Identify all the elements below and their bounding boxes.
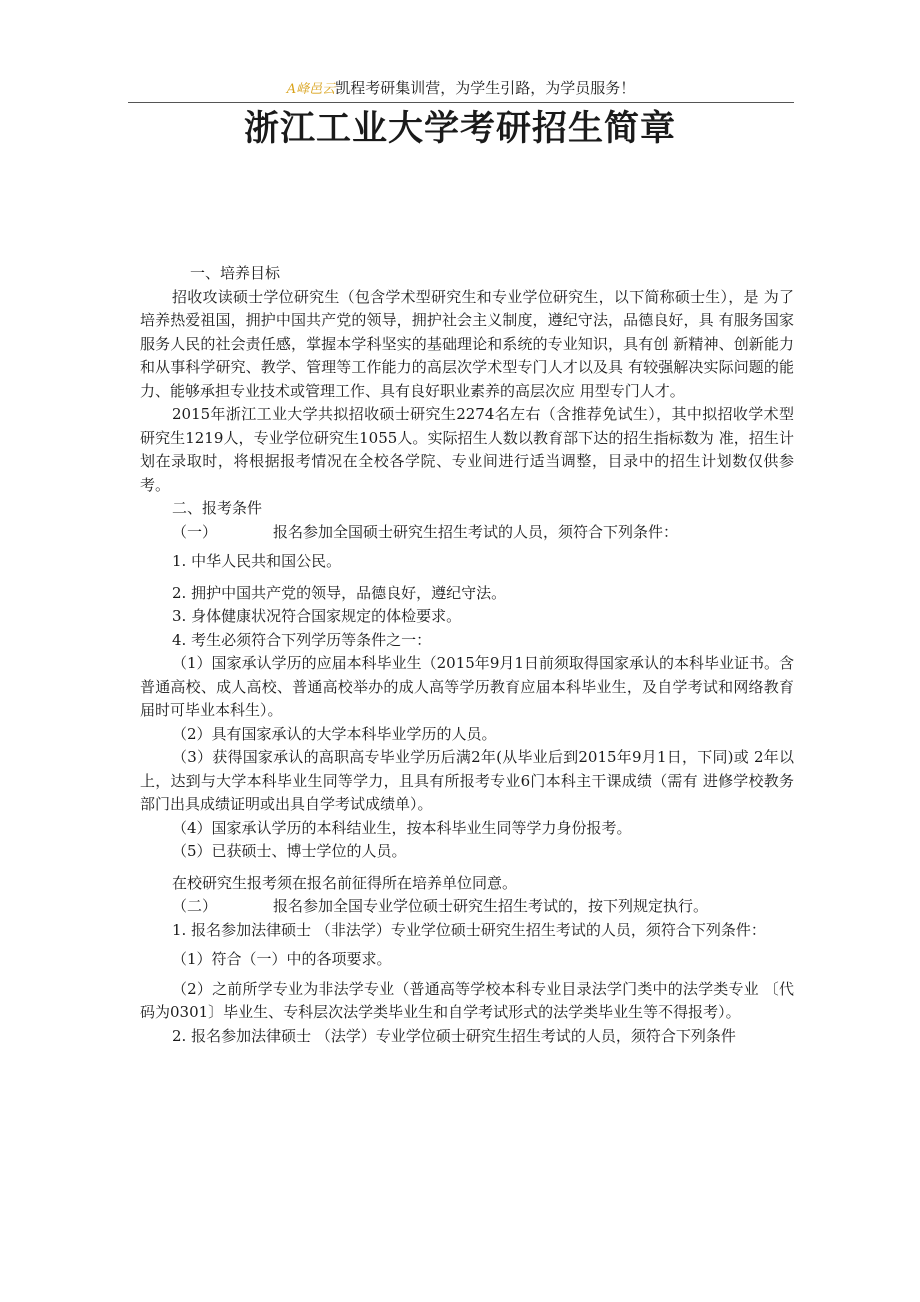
list-item: 3. 身体健康状况符合国家规定的体检要求。 <box>172 607 462 625</box>
subsection-2-label: （二） <box>172 897 218 915</box>
paragraph-enrollment: 2015年浙江工业大学共拟招收硕士研究生2274名左右（含推荐免试生），其中拟招收学术型研究生1219人，专业学位研究生1055人。实际招生人数以教育部下达的招生指标数为 准，招生计划在录取时，将根据报考情况在全校各学院、专业间进行适当调整，目录中的招生计划数仅供参考。 <box>140 405 794 494</box>
list-item: 1. 中华人民共和国公民。 <box>172 552 342 570</box>
header-slogan: 凯程考研集训营，为学生引路，为学员服务！ <box>335 79 636 97</box>
paragraph-goals: 招收攻读硕士学位研究生（包含学术型研究生和专业学位研究生，以下简称硕士生），是 为了培养热爱祖国，拥护中国共产党的领导，拥护社会主义制度，遵纪守法，品德良好，具 有服务国家服务人民的社会责任感，掌握本学科坚实的基础理论和系统的专业知识，具有创 新精神、创新能力和从事科学研究、教学、管理等工作能力的高层次学术型专门人才以及具 有较强解决实际问题的能力、能够承担专业技术或管理工作、具有良好职业素养的高层次应 用型专门人才。 <box>140 287 794 400</box>
condition-2: （2）具有国家承认的大学本科毕业学历的人员。 <box>172 724 497 743</box>
law-condition-2: （2）之前所学专业为非法学专业（普通高等学校本科专业目录法学门类中的法学类专业 〔代码为0301〕毕业生、专科层次法学类毕业生和自学考试形式的法学类毕业生等不得报考）。 <box>140 979 794 1021</box>
condition-1: （1）国家承认学历的应届本科毕业生（2015年9月1日前须取得国家承认的本科毕业证书。含普通高校、成人高校、普通高校举办的成人高等学历教育应届本科毕业生，及自学考试和网络教育届时可毕业本科生）。 <box>140 654 794 719</box>
subsection-1-text: 报名参加全国硕士研究生招生考试的人员，须符合下列条件： <box>273 522 679 541</box>
law-condition-1: （1）符合（一）中的各项要求。 <box>172 950 392 968</box>
condition-4: （4）国家承认学历的本科结业生，按本科毕业生同等学力身份报考。 <box>172 818 632 837</box>
subsection-2-text: 报名参加全国专业学位硕士研究生招生考试的，按下列规定执行。 <box>273 897 709 915</box>
list-item: 4. 考生必须符合下列学历等条件之一： <box>172 630 432 649</box>
document-body <box>140 262 794 1048</box>
law-master-law: 2. 报名参加法律硕士 （法学）专业学位硕士研究生招生考试的人员，须符合下列条件 <box>172 1026 736 1045</box>
page-header <box>128 76 794 103</box>
subsection-2 <box>140 895 794 919</box>
law-master-nonlaw: 1. 报名参加法律硕士 （非法学）专业学位硕士研究生招生考试的人员，须符合下列条件： <box>172 920 766 939</box>
document-title: 浙江工业大学考研招生简章 <box>243 109 676 149</box>
section-heading-goals: 一、培养目标 <box>190 264 281 282</box>
subsection-1 <box>140 521 794 545</box>
condition-5: （5）已获硕士、博士学位的人员。 <box>172 842 407 860</box>
header-watermark: A峰邑云 <box>286 82 336 97</box>
note-in-school-students: 在校研究生报考须在报名前征得所在培养单位同意。 <box>172 873 518 892</box>
subsection-1-label: （一） <box>172 522 218 541</box>
condition-3: （3）获得国家承认的高职高专毕业学历后满2年(从毕业后到2015年9月1日，下同)或 2年以上，达到与大学本科毕业生同等学力，且具有所报考专业6门本科主干课成绩（需有 进修学校教务部门出具成绩证明或出具自学考试成绩单）。 <box>140 748 794 813</box>
list-item: 2. 拥护中国共产党的领导，品德良好，遵纪守法。 <box>172 583 507 602</box>
section-heading-conditions: 二、报考条件 <box>172 499 263 517</box>
